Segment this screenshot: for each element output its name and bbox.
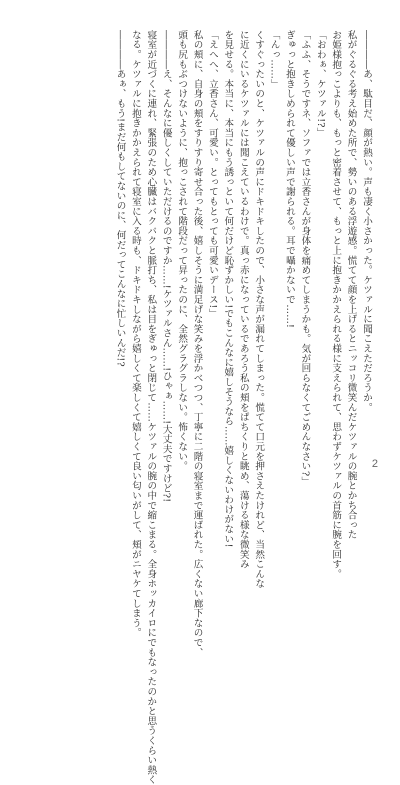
text-line: ――――あぁ、もう!まだ何もしてないのに、何だってこんなに忙しいんだ!?	[114, 30, 126, 367]
text-line: 「んっ……」	[268, 30, 280, 89]
text-line: 「おわぁ、ケツァル!?」	[314, 30, 326, 138]
text-line: 私の頬に、自身の頬をすりすり寄せ合った後、嬉しそうに満足げな笑みを浮かべつつ、丁寧に二階の寝室まで運ばれた。広くない廊下なので、	[191, 30, 203, 658]
text-line: くすぐったいのと、ケツァルの声にドキドキしたので、小さな声が漏れてしまった。慌てて口元を押さえたけれど、当然こんな	[253, 30, 265, 589]
text-line: 「えへへ、立香さん、可愛い。とってもとっても可愛いデース!」	[206, 30, 218, 319]
text-line: ――――あ、駄目だ、顔が熱い。声も凄く小さかった。ケツァルに聞こえただろうか。	[361, 30, 372, 413]
text-line: お姫様抱っこよりも、もっと密着させて、もっと上に抱きかかえられる様に支えられて、思わずケツァルの首筋に腕を回す。	[330, 30, 342, 579]
text-line: 頭も尻もぶつけないように、抱っこされて階段だって昇ったのに、全然グラグラしない。怖くない。	[176, 30, 188, 471]
vertical-text-body	[112, 30, 374, 785]
text-line: に近くにいるケツァルには聞こえているわけで。真っ赤になっているであろう私の頬をぱちくりと眺め、蕩ける様な微笑み	[237, 30, 249, 569]
text-line: を見せる。本当に、本当にもう誘っといて何だけど恥ずかしい!でもこんなに嬉しそうなら……嬉しくないわけがない!	[222, 30, 234, 548]
text-line: 私がぐるぐる考え始めた所で、勢いのある浮遊感。慌てて顔を上げるとニッコリ微笑んだケツァルの腕とかち合った	[345, 30, 357, 540]
text-line: ぎゅっと抱きしめられて優しい声で謝られる。耳で囁かないで……!	[283, 30, 295, 329]
text-line: ――――え、そんなに優しくしていただけるのですか……!ケツァルさん……!ひゃぁ……!大丈夫ですけど?!	[160, 30, 172, 503]
text-line: なる。ケツァルに抱きかかえられて寝室に入る時も、ドキドキしながら嬉しくて楽しくて嬉しくて良い匂いがして、頬がニヤケてしまう。	[129, 30, 141, 638]
text-line: 寝室が近づくに連れ、緊張のため心臓はバクバクと脈打ち、私は目をぎゅっと閉じて……ケツァルの腕の中で縮こまる。全身ホッカイロにでもなったのかと思うくらい熱く	[145, 30, 157, 785]
text-line: 「ふふ、そうですネ、ソファでは立香さんが身体を痛めてしまうかも。気が回らなくてごめんなさい?」	[299, 30, 311, 487]
page-number: 2	[371, 458, 378, 470]
